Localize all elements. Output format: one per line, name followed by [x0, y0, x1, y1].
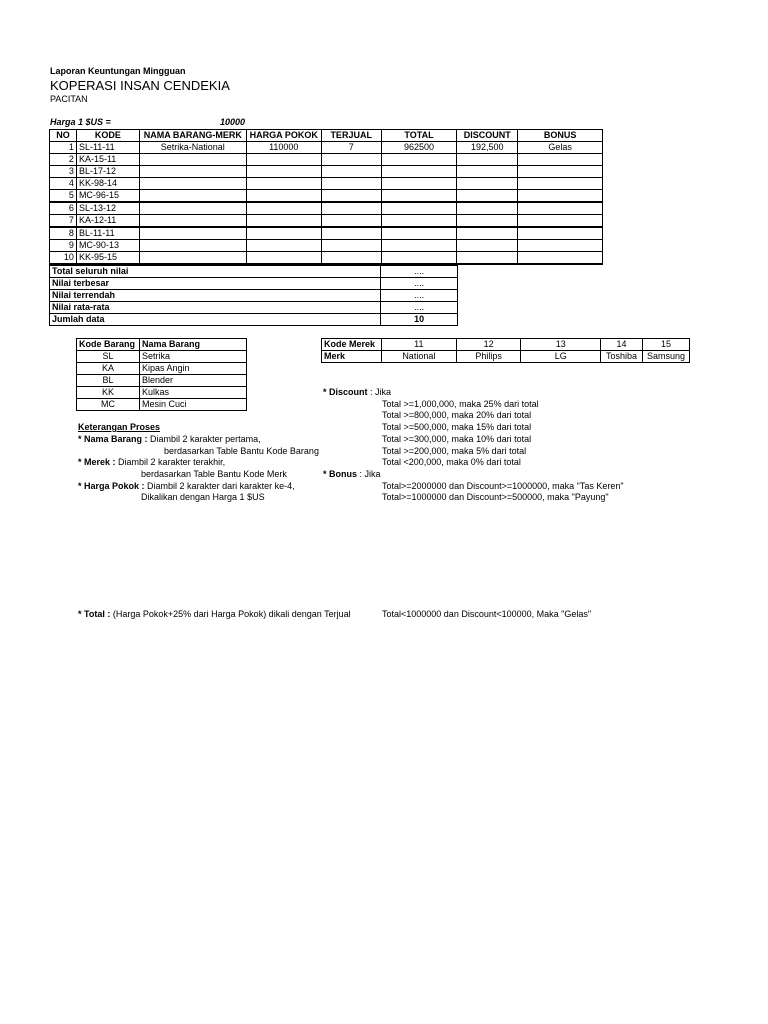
cell-total — [381, 215, 457, 228]
merek-note-text: Diambil 2 karakter terakhir, — [118, 457, 226, 467]
cell-bonus — [518, 154, 603, 166]
cell-nama — [139, 202, 246, 215]
cell-no: 5 — [50, 190, 77, 203]
cell-total — [381, 166, 457, 178]
bonus-suffix: : Jika — [359, 469, 381, 479]
table-row — [50, 190, 603, 203]
merek-note-cont: berdasarkan Table Bantu Kode Merk — [141, 469, 287, 479]
bonus-label: * Bonus — [323, 469, 358, 479]
cell-nama — [139, 154, 246, 166]
cell-harga — [246, 252, 321, 265]
nama-cell: Blender — [139, 375, 246, 387]
cell-bonus — [518, 252, 603, 265]
col-no: NO — [50, 130, 77, 142]
cell-discount — [457, 252, 518, 265]
col-bonus: BONUS — [518, 130, 603, 142]
cell-kode: KK-95-15 — [76, 252, 139, 265]
merek-name-cell: Philips — [456, 351, 521, 363]
cell-total — [381, 154, 457, 166]
lookup-header-row — [77, 339, 247, 351]
harga-pokok-note — [78, 481, 295, 492]
kode-merek-header: Kode Merek — [322, 339, 382, 351]
cell-terjual — [321, 178, 381, 190]
kode-cell: MC — [77, 399, 140, 411]
page-title: KOPERASI INSAN CENDEKIA — [50, 78, 230, 93]
nama-cell: Kulkas — [139, 387, 246, 399]
col-total: TOTAL — [381, 130, 457, 142]
kode-barang-table — [76, 338, 247, 411]
summary-row — [50, 266, 458, 278]
lookup-row — [77, 351, 247, 363]
cell-bonus — [518, 178, 603, 190]
cell-kode: KK-98-14 — [76, 178, 139, 190]
merek-note-label: * Merek : — [78, 457, 116, 467]
cell-bonus — [518, 166, 603, 178]
cell-harga — [246, 202, 321, 215]
cell-no: 3 — [50, 166, 77, 178]
kode-barang-header: Kode Barang — [77, 339, 140, 351]
cell-kode: BL-17-12 — [76, 166, 139, 178]
col-nama-barang-merk: NAMA BARANG-MERK — [139, 130, 246, 142]
kode-cell: KK — [77, 387, 140, 399]
table-row — [50, 178, 603, 190]
total-note-label: * Total : — [78, 609, 111, 619]
cell-discount — [457, 202, 518, 215]
col-terjual: TERJUAL — [321, 130, 381, 142]
cell-harga — [246, 240, 321, 252]
summary-label: Jumlah data — [50, 314, 381, 326]
cell-terjual — [321, 190, 381, 203]
cell-discount — [457, 227, 518, 240]
rate-value: 10000 — [220, 117, 246, 127]
cell-bonus — [518, 227, 603, 240]
merek-code-cell: 13 — [521, 339, 601, 351]
bonus-rule: Total>=1000000 dan Discount>=500000, maka "Payung" — [382, 492, 609, 502]
table-row — [50, 252, 603, 265]
harga-pokok-note-cont: Dikalikan dengan Harga 1 $US — [141, 492, 265, 502]
nama-barang-note-cont: berdasarkan Table Bantu Kode Barang — [164, 446, 319, 456]
cell-discount — [457, 190, 518, 203]
discount-rule: Total >=300,000, maka 10% dari total — [382, 434, 532, 444]
discount-heading — [323, 387, 391, 398]
cell-nama — [139, 227, 246, 240]
summary-value: .... — [381, 290, 458, 302]
table-row — [50, 166, 603, 178]
cell-kode: SL-11-11 — [76, 142, 139, 154]
summary-row — [50, 314, 458, 326]
nama-barang-note — [78, 434, 261, 445]
nama-barang-note-text: Diambil 2 karakter pertama, — [150, 434, 261, 444]
cell-no: 4 — [50, 178, 77, 190]
cell-nama — [139, 166, 246, 178]
bonus-heading — [323, 469, 381, 480]
cell-terjual: 7 — [321, 142, 381, 154]
cell-total — [381, 178, 457, 190]
summary-row — [50, 278, 458, 290]
cell-total — [381, 227, 457, 240]
discount-rule: Total <200,000, maka 0% dari total — [382, 457, 521, 467]
discount-rule: Total >=1,000,000, maka 25% dari total — [382, 399, 539, 409]
summary-value: 10 — [381, 314, 458, 326]
lookup-row — [77, 387, 247, 399]
discount-rule: Total >=500,000, maka 15% dari total — [382, 422, 532, 432]
cell-harga — [246, 166, 321, 178]
cell-discount: 192,500 — [457, 142, 518, 154]
sales-table — [49, 129, 603, 265]
report-subtitle: Laporan Keuntungan Mingguan — [50, 66, 186, 76]
cell-discount — [457, 215, 518, 228]
merek-code-cell: 15 — [642, 339, 689, 351]
discount-rule: Total >=200,000, maka 5% dari total — [382, 446, 527, 456]
cell-harga — [246, 154, 321, 166]
cell-no: 8 — [50, 227, 77, 240]
summary-table — [49, 265, 458, 326]
table-row — [50, 227, 603, 240]
cell-harga — [246, 227, 321, 240]
merek-name-cell: LG — [521, 351, 601, 363]
lookup-row — [77, 399, 247, 411]
cell-no: 7 — [50, 215, 77, 228]
harga-pokok-note-label: * Harga Pokok : — [78, 481, 145, 491]
cell-discount — [457, 154, 518, 166]
merek-note — [78, 457, 225, 468]
total-note-text: (Harga Pokok+25% dari Harga Pokok) dikali dengan Terjual — [112, 609, 351, 619]
cell-no: 10 — [50, 252, 77, 265]
keterangan-heading: Keterangan Proses — [78, 422, 161, 432]
summary-value: .... — [381, 278, 458, 290]
cell-nama — [139, 178, 246, 190]
summary-row — [50, 290, 458, 302]
col-discount: DISCOUNT — [457, 130, 518, 142]
cell-kode: KA-12-11 — [76, 215, 139, 228]
cell-total — [381, 190, 457, 203]
table-row — [50, 240, 603, 252]
cell-terjual — [321, 227, 381, 240]
cell-no: 2 — [50, 154, 77, 166]
merek-name-row — [322, 351, 690, 363]
cell-total: 962500 — [381, 142, 457, 154]
cell-bonus — [518, 215, 603, 228]
cell-discount — [457, 240, 518, 252]
merk-header: Merk — [322, 351, 382, 363]
nama-barang-header: Nama Barang — [139, 339, 246, 351]
nama-cell: Kipas Angin — [139, 363, 246, 375]
merek-name-cell: Toshiba — [601, 351, 643, 363]
table-row — [50, 215, 603, 228]
kode-cell: KA — [77, 363, 140, 375]
cell-nama — [139, 252, 246, 265]
cell-kode: MC-90-13 — [76, 240, 139, 252]
merek-name-cell: National — [381, 351, 456, 363]
location-label: PACITAN — [50, 94, 88, 104]
cell-bonus: Gelas — [518, 142, 603, 154]
lookup-row — [77, 375, 247, 387]
cell-discount — [457, 178, 518, 190]
summary-value: .... — [381, 266, 458, 278]
table-row — [50, 202, 603, 215]
cell-no: 6 — [50, 202, 77, 215]
merek-name-cell: Samsung — [642, 351, 689, 363]
cell-kode: SL-13-12 — [76, 202, 139, 215]
summary-row — [50, 302, 458, 314]
cell-nama — [139, 190, 246, 203]
summary-label: Nilai terbesar — [50, 278, 381, 290]
nama-cell: Setrika — [139, 351, 246, 363]
cell-bonus — [518, 202, 603, 215]
cell-nama — [139, 215, 246, 228]
cell-bonus — [518, 190, 603, 203]
cell-total — [381, 252, 457, 265]
kode-merek-table — [321, 338, 690, 363]
table-row — [50, 142, 603, 154]
cell-terjual — [321, 166, 381, 178]
merek-code-row — [322, 339, 690, 351]
table-row — [50, 154, 603, 166]
cell-harga — [246, 215, 321, 228]
table-header-row — [50, 130, 603, 142]
merek-code-cell: 12 — [456, 339, 521, 351]
merek-code-cell: 11 — [381, 339, 456, 351]
cell-nama: Setrika-National — [139, 142, 246, 154]
cell-harga — [246, 178, 321, 190]
cell-no: 1 — [50, 142, 77, 154]
col-harga-pokok: HARGA POKOK — [246, 130, 321, 142]
bonus-rule: Total<1000000 dan Discount<100000, Maka "Gelas" — [382, 609, 592, 619]
cell-discount — [457, 166, 518, 178]
summary-label: Nilai terrendah — [50, 290, 381, 302]
total-note — [78, 609, 351, 620]
cell-bonus — [518, 240, 603, 252]
cell-terjual — [321, 202, 381, 215]
merek-code-cell: 14 — [601, 339, 643, 351]
kode-cell: SL — [77, 351, 140, 363]
cell-harga — [246, 190, 321, 203]
cell-terjual — [321, 215, 381, 228]
cell-terjual — [321, 252, 381, 265]
cell-terjual — [321, 154, 381, 166]
cell-harga: 110000 — [246, 142, 321, 154]
discount-rule: Total >=800,000, maka 20% dari total — [382, 410, 532, 420]
cell-total — [381, 202, 457, 215]
cell-terjual — [321, 240, 381, 252]
cell-kode: BL-11-11 — [76, 227, 139, 240]
rate-label: Harga 1 $US = — [50, 117, 111, 127]
cell-kode: MC-96-15 — [76, 190, 139, 203]
bonus-rule: Total>=2000000 dan Discount>=1000000, maka "Tas Keren" — [382, 481, 624, 491]
col-kode: KODE — [76, 130, 139, 142]
discount-suffix: : Jika — [370, 387, 392, 397]
summary-label: Nilai rata-rata — [50, 302, 381, 314]
discount-label: * Discount — [323, 387, 368, 397]
cell-nama — [139, 240, 246, 252]
summary-value: .... — [381, 302, 458, 314]
nama-cell: Mesin Cuci — [139, 399, 246, 411]
kode-cell: BL — [77, 375, 140, 387]
cell-no: 9 — [50, 240, 77, 252]
lookup-row — [77, 363, 247, 375]
cell-total — [381, 240, 457, 252]
summary-label: Total seluruh nilai — [50, 266, 381, 278]
cell-kode: KA-15-11 — [76, 154, 139, 166]
nama-barang-note-label: * Nama Barang : — [78, 434, 148, 444]
harga-pokok-note-text: Diambil 2 karakter dari karakter ke-4, — [147, 481, 295, 491]
